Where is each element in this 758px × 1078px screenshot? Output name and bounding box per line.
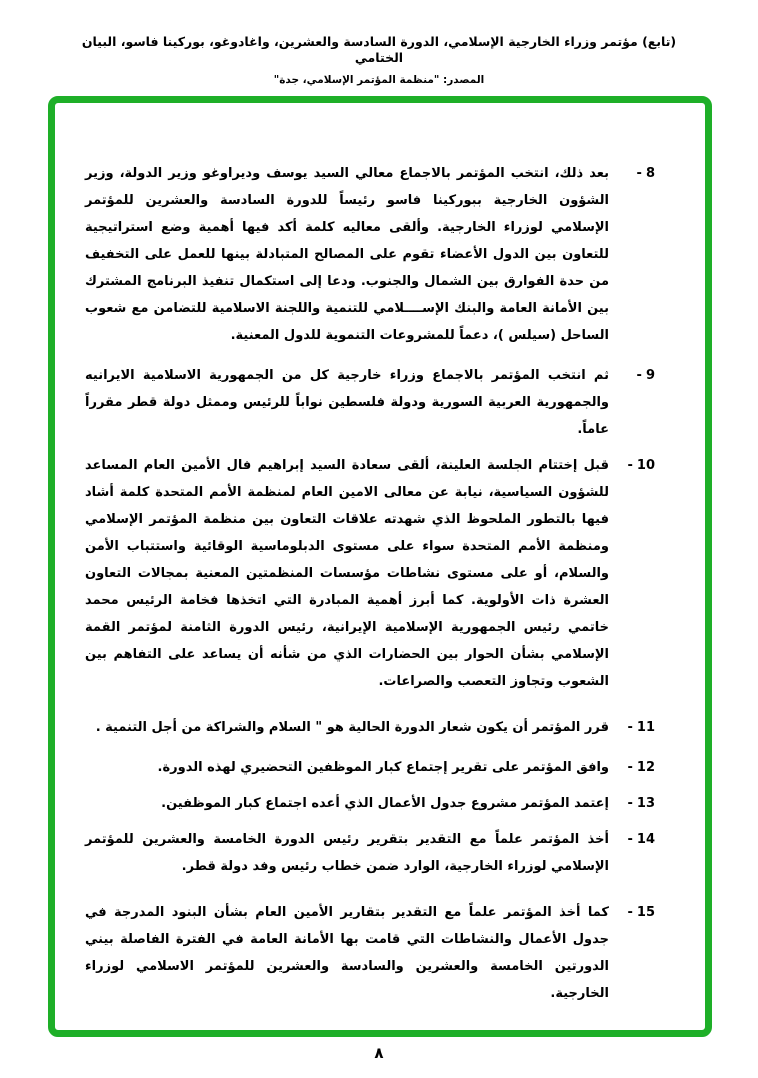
list-item-12	[85, 754, 655, 781]
item-number: 9	[645, 368, 655, 383]
document-title: (تابع) مؤتمر وزراء الخارجية الإسلامي، الدورة السادسة والعشرين، واغادوغو، بوركينا فاسو، البيان الختامي	[81, 34, 677, 65]
item-number-marker	[609, 452, 655, 695]
item-number-marker	[609, 826, 655, 880]
item-number: 13	[636, 796, 655, 811]
item-dash: -	[627, 796, 633, 811]
item-dash: -	[636, 166, 642, 181]
item-dash: -	[627, 760, 633, 775]
list-item-11	[85, 714, 655, 741]
list-item-14	[85, 826, 655, 880]
item-number-marker	[609, 899, 655, 1007]
page-number: ٨	[374, 1044, 384, 1062]
list-item-9	[85, 362, 655, 443]
item-dash: -	[627, 832, 633, 847]
item-dash: -	[627, 720, 633, 735]
document-source: المصدر: "منظمة المؤتمر الإسلامي، جدة"	[273, 74, 485, 86]
list-item-8	[85, 160, 655, 349]
item-number-marker	[609, 754, 655, 781]
item-number: 10	[636, 458, 655, 473]
item-number-marker	[609, 714, 655, 741]
item-text: بعد ذلك، انتخب المؤتمر بالاجماع معالي السيد يوسف وديراوغو وزير الدولة، وزير الشؤون الخارجية ببوركينا فاسو رئيساً للدورة السادسة والعشرين للمؤتمر الإسلامي لوزراء الخارجية. وألقى معاليه كلمة أكد فيها أهمية وضع استراتيجية للتعاون بين الدول الأعضاء تقوم على المصالح المتبادلة بينها للعمل على التخفيف من حدة الفوارق بين الشمال والجنوب. ودعا إلى استكمال تنفيذ البرنامج المشترك بين الأمانة العامة والبنك الإســــلامي للتنمية واللجنة الاسلامية للتضامن مع شعوب الساحل (سيلس )، دعماً للمشروعات التنموية للدول المعنية.	[85, 166, 609, 343]
item-number: 8	[645, 166, 655, 181]
page-header	[0, 34, 758, 86]
item-text: قرر المؤتمر أن يكون شعار الدورة الحالية هو " السلام والشراكة من أجل التنمية .	[95, 720, 609, 735]
item-dash: -	[627, 905, 633, 920]
item-text: قبل إختتام الجلسة العلينة، ألقى سعادة السيد إبراهيم فال الأمين العام المساعد للشؤون السياسية، نيابة عن معالى الامين العام لمنظمة الأمم المتحدة كلمة أشاد فيها بالتطور الملحوظ الذي شهدته علاقات التعاون بين منظمة المؤتمر الإسلامي ومنظمة الأمم المتحدة سواء على مستوى الدبلوماسية الوقائية واستتباب الأمن والسلام، أو على مستوى نشاطات مؤسسات المنظمتين المعنية بمجالات التعاون العشرة ذات الأولوية. كما أبرز أهمية المبادرة التي اتخذها فخامة الرئيس محمد خاتمي رئيس الجمهورية الإسلامية الإيرانية، رئيس الدورة الثامنة لمؤتمر القمة الإسلامي بشأن الحوار بين الحضارات الذي من شأنه أن يساعد على التفاهم بين الشعوب وتجاوز التعصب والصراعات.	[85, 458, 609, 689]
item-number-marker	[609, 160, 655, 349]
item-number: 14	[636, 832, 655, 847]
item-number: 12	[636, 760, 655, 775]
item-dash: -	[636, 368, 642, 383]
item-text: أخذ المؤتمر علماً مع التقدير بتقرير رئيس الدورة الخامسة والعشرين للمؤتمر الإسلامي لوزراء الخارجية، الوارد ضمن خطاب رئيس وفد دولة قطر.	[85, 832, 609, 874]
item-dash: -	[627, 458, 633, 473]
item-number: 11	[636, 720, 655, 735]
list-item-13	[85, 790, 655, 817]
document-body	[85, 160, 655, 1020]
item-text: كما أخذ المؤتمر علماً مع التقدير بتقارير الأمين العام بشأن البنود المدرجة في جدول الأعمال والنشاطات التي قامت بها الأمانة العامة في الفترة الفاصلة بيني الدورتين الخامسة والعشرين والسادسة والعشرين للمؤتمر الاسلامي لوزراء الخارجية.	[85, 905, 609, 1001]
list-item-15	[85, 899, 655, 1007]
item-text: وافق المؤتمر على تقرير إجتماع كبار الموظفين التحضيري لهذه الدورة.	[157, 760, 609, 775]
list-item-10	[85, 452, 655, 695]
item-text: إعتمد المؤتمر مشروع جدول الأعمال الذي أعده اجتماع كبار الموظفين.	[161, 796, 609, 811]
item-number-marker	[609, 790, 655, 817]
item-number: 15	[636, 905, 655, 920]
item-number-marker	[609, 362, 655, 443]
item-text: ثم انتخب المؤتمر بالاجماع وزراء خارجية كل من الجمهورية الاسلامية الايرانيه والجمهورية العربية السورية ودولة فلسطين نواباً للرئيس وممثل دولة قطر مقرراً عاماً.	[85, 368, 609, 437]
